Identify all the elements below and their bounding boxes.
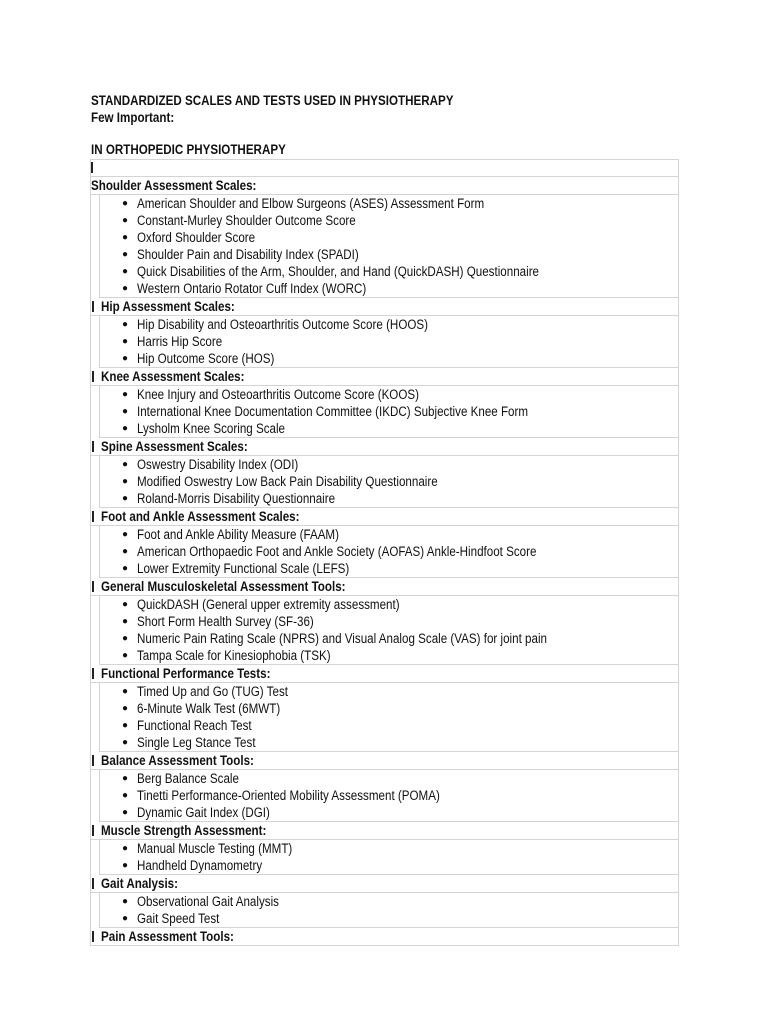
section-header-row: [91, 665, 678, 683]
list-item: [100, 787, 678, 804]
list-item: [100, 473, 678, 490]
section-header-row: [91, 928, 678, 945]
section-header-row: [91, 822, 678, 840]
section-items-list: [99, 840, 678, 875]
section-header-row: [91, 368, 678, 386]
list-item-text: Oswestry Disability Index (ODI): [137, 457, 299, 472]
bullet-icon: ●: [122, 790, 129, 801]
list-item: [100, 350, 678, 367]
bullet-icon: ●: [122, 546, 129, 557]
list-item: [100, 596, 678, 613]
list-item: [100, 840, 678, 857]
list-item: [100, 560, 678, 577]
section-items-list: [99, 683, 678, 752]
list-item-text: Lysholm Knee Scoring Scale: [137, 421, 286, 436]
list-item: [100, 857, 678, 874]
bullet-icon: ●: [122, 913, 129, 924]
list-item: [100, 212, 678, 229]
section-header-row: [91, 875, 678, 893]
missing-glyph-icon: [92, 931, 94, 942]
list-item-text: Foot and Ankle Ability Measure (FAAM): [137, 527, 339, 542]
list-item-text: Hip Disability and Osteoarthritis Outcome Score (HOOS): [137, 317, 428, 332]
list-item: [100, 229, 678, 246]
category-heading: IN ORTHOPEDIC PHYSIOTHERAPY: [91, 142, 286, 157]
section-items-list: [99, 770, 678, 822]
section-title: General Musculoskeletal Assessment Tools:: [101, 579, 346, 594]
section-title: Balance Assessment Tools:: [101, 753, 254, 768]
bullet-icon: ●: [122, 529, 129, 540]
list-item: [100, 526, 678, 543]
bullet-icon: ●: [122, 476, 129, 487]
list-item: [100, 490, 678, 507]
section-items-list: [99, 893, 678, 928]
list-item-text: Observational Gait Analysis: [137, 894, 279, 909]
list-item-text: Functional Reach Test: [137, 718, 252, 733]
bullet-icon: ●: [122, 563, 129, 574]
bullet-icon: ●: [122, 215, 129, 226]
list-item: [100, 630, 678, 647]
list-item: [100, 893, 678, 910]
list-item-text: Oxford Shoulder Score: [137, 230, 256, 245]
list-item: [100, 316, 678, 333]
list-item-text: Hip Outcome Score (HOS): [137, 351, 275, 366]
bullet-icon: ●: [122, 423, 129, 434]
list-item: [100, 543, 678, 560]
list-item: [100, 420, 678, 437]
bullet-icon: ●: [122, 319, 129, 330]
bullet-icon: ●: [122, 650, 129, 661]
list-item-text: Western Ontario Rotator Cuff Index (WORC): [137, 281, 367, 296]
list-item-text: Tampa Scale for Kinesiophobia (TSK): [137, 648, 331, 663]
list-item-text: Dynamic Gait Index (DGI): [137, 805, 270, 820]
section-title: Pain Assessment Tools:: [101, 929, 234, 944]
bullet-icon: ●: [122, 599, 129, 610]
list-item-text: Gait Speed Test: [137, 911, 220, 926]
list-item: [100, 804, 678, 821]
bullet-icon: ●: [122, 459, 129, 470]
list-item-text: QuickDASH (General upper extremity assessment): [137, 597, 400, 612]
section-title: Foot and Ankle Assessment Scales:: [101, 509, 300, 524]
list-item-text: Tinetti Performance-Oriented Mobility Assessment (POMA): [137, 788, 440, 803]
list-item: [100, 403, 678, 420]
list-item-text: Short Form Health Survey (SF-36): [137, 614, 314, 629]
missing-glyph-icon: [92, 755, 94, 766]
section-items-list: [99, 195, 678, 298]
list-item-text: Harris Hip Score: [137, 334, 223, 349]
section-items-list: [99, 386, 678, 438]
bullet-icon: ●: [122, 493, 129, 504]
list-item-text: Lower Extremity Functional Scale (LEFS): [137, 561, 350, 576]
list-item-text: American Orthopaedic Foot and Ankle Society (AOFAS) Ankle-Hindfoot Score: [137, 544, 537, 559]
list-item: [100, 195, 678, 212]
table-first-row: [91, 160, 678, 177]
missing-glyph-icon: [92, 878, 94, 889]
list-item: [100, 647, 678, 664]
list-item-text: Single Leg Stance Test: [137, 735, 256, 750]
missing-glyph-icon: [92, 441, 94, 452]
bullet-icon: ●: [122, 860, 129, 871]
list-item-text: Roland-Morris Disability Questionnaire: [137, 491, 336, 506]
bullet-icon: ●: [122, 633, 129, 644]
missing-glyph-icon: [91, 162, 93, 173]
list-item-text: Manual Muscle Testing (MMT): [137, 841, 293, 856]
list-item: [100, 734, 678, 751]
list-item: [100, 333, 678, 350]
missing-glyph-icon: [92, 301, 94, 312]
bullet-icon: ●: [122, 336, 129, 347]
missing-glyph-icon: [92, 581, 94, 592]
bullet-icon: ●: [122, 843, 129, 854]
section-header-row: [91, 578, 678, 596]
list-item: [100, 386, 678, 403]
list-item: [100, 263, 678, 280]
section-items-list: [99, 526, 678, 578]
section-header-row: [91, 752, 678, 770]
list-item: [100, 700, 678, 717]
list-item-text: Handheld Dynamometry: [137, 858, 263, 873]
list-item-text: American Shoulder and Elbow Surgeons (ASES) Assessment Form: [137, 196, 485, 211]
bullet-icon: ●: [122, 703, 129, 714]
list-item: [100, 910, 678, 927]
section-items-list: [99, 596, 678, 665]
section-items-list: [99, 456, 678, 508]
list-item-text: Shoulder Pain and Disability Index (SPADI): [137, 247, 359, 262]
list-item: [100, 613, 678, 630]
section-title: Spine Assessment Scales:: [101, 439, 248, 454]
list-item: [100, 280, 678, 297]
bullet-icon: ●: [122, 198, 129, 209]
section-header-row: [91, 298, 678, 316]
section-title: Gait Analysis:: [101, 876, 178, 891]
bullet-icon: ●: [122, 353, 129, 364]
list-item-text: Knee Injury and Osteoarthritis Outcome Score (KOOS): [137, 387, 419, 402]
list-item: [100, 683, 678, 700]
bullet-icon: ●: [122, 896, 129, 907]
document-header: [91, 92, 691, 158]
bullet-icon: ●: [122, 389, 129, 400]
list-item-text: Timed Up and Go (TUG) Test: [137, 684, 288, 699]
section-header-row: [91, 438, 678, 456]
list-item: [100, 246, 678, 263]
document-subtitle: Few Important:: [91, 110, 175, 125]
list-item: [100, 770, 678, 787]
section-header-row: [91, 177, 678, 195]
section-title: Knee Assessment Scales:: [101, 369, 245, 384]
section-title: Shoulder Assessment Scales:: [91, 178, 257, 193]
section-title: Hip Assessment Scales:: [101, 299, 235, 314]
bullet-icon: ●: [122, 720, 129, 731]
bullet-icon: ●: [122, 406, 129, 417]
list-item: [100, 456, 678, 473]
bullet-icon: ●: [122, 807, 129, 818]
section-header-row: [91, 508, 678, 526]
bullet-icon: ●: [122, 232, 129, 243]
missing-glyph-icon: [92, 371, 94, 382]
section-title: Muscle Strength Assessment:: [101, 823, 267, 838]
scales-table: [90, 159, 679, 946]
bullet-icon: ●: [122, 616, 129, 627]
list-item: [100, 717, 678, 734]
missing-glyph-icon: [92, 668, 94, 679]
missing-glyph-icon: [92, 825, 94, 836]
bullet-icon: ●: [122, 266, 129, 277]
document-title: STANDARDIZED SCALES AND TESTS USED IN PHYSIOTHERAPY: [91, 93, 454, 108]
bullet-icon: ●: [122, 773, 129, 784]
bullet-icon: ●: [122, 737, 129, 748]
section-title: Functional Performance Tests:: [101, 666, 271, 681]
list-item-text: 6-Minute Walk Test (6MWT): [137, 701, 281, 716]
bullet-icon: ●: [122, 686, 129, 697]
list-item-text: International Knee Documentation Committee (IKDC) Subjective Knee Form: [137, 404, 529, 419]
missing-glyph-icon: [92, 511, 94, 522]
section-items-list: [99, 316, 678, 368]
list-item-text: Quick Disabilities of the Arm, Shoulder, and Hand (QuickDASH) Questionnaire: [137, 264, 540, 279]
list-item-text: Numeric Pain Rating Scale (NPRS) and Visual Analog Scale (VAS) for joint pain: [137, 631, 547, 646]
list-item-text: Modified Oswestry Low Back Pain Disability Questionnaire: [137, 474, 438, 489]
bullet-icon: ●: [122, 249, 129, 260]
bullet-icon: ●: [122, 283, 129, 294]
list-item-text: Berg Balance Scale: [137, 771, 239, 786]
header-spacer: [91, 126, 691, 141]
list-item-text: Constant-Murley Shoulder Outcome Score: [137, 213, 356, 228]
